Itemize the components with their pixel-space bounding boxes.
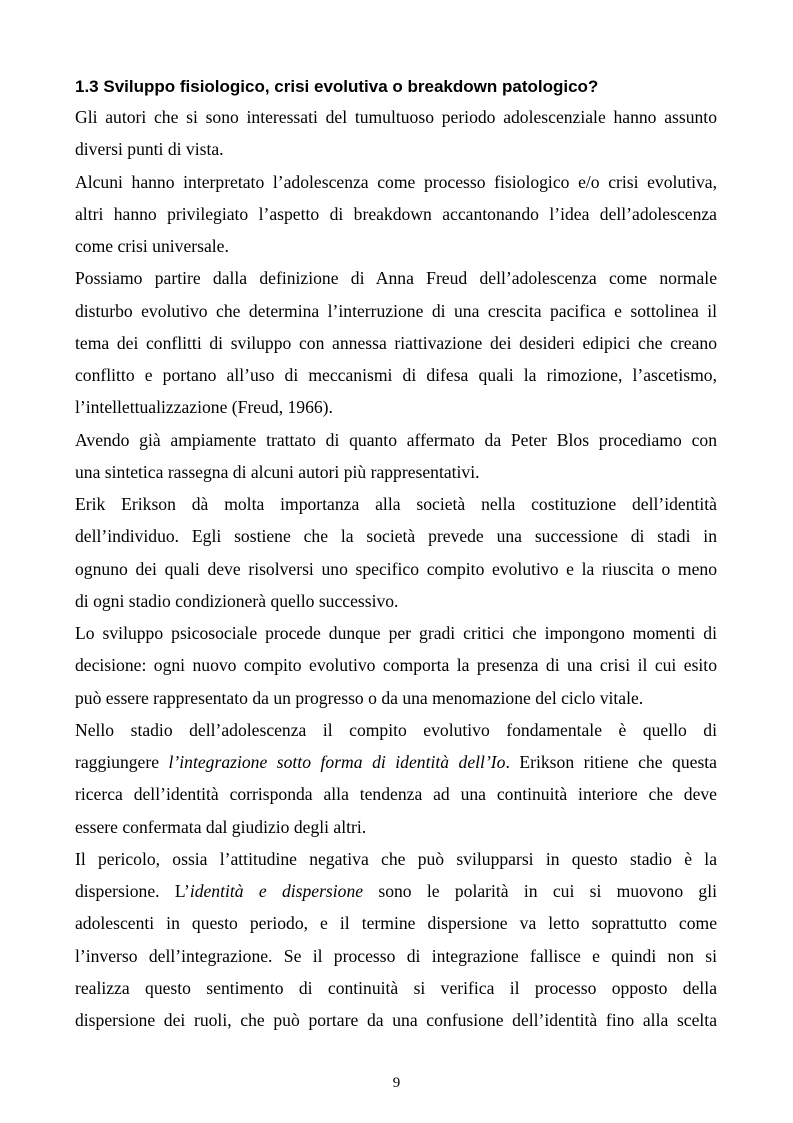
text-line: può essere rappresentato da un progresso o da una menomazione del ciclo vitale. (75, 687, 644, 708)
text-line: dispersione dei ruoli, che può portare da una confusione dell’identità fino alla scelta (75, 1010, 717, 1030)
section-heading: 1.3 Sviluppo fisiologico, crisi evolutiva o breakdown patologico? (75, 77, 599, 96)
text-line: Alcuni hanno interpretato l’adolescenza come processo fisiologico e/o crisi evolutiva, (75, 171, 717, 192)
text-run: . Erikson ritiene che questa (505, 752, 717, 772)
text-line: diversi punti di vista. (75, 139, 224, 160)
text-line: adolescenti in questo periodo, e il termine dispersione va letto soprattutto come (75, 913, 717, 934)
text-line: realizza questo sentimento di continuità si verifica il processo opposto della (75, 977, 717, 998)
text-line: decisione: ogni nuovo compito evolutivo comporta la presenza di una crisi il cui esito (75, 655, 717, 676)
text-line: l’inverso dell’integrazione. Se il processo di integrazione fallisce e quindi non si (75, 945, 717, 966)
text-line (75, 751, 717, 783)
text-line: l’intellettualizzazione (Freud, 1966). (75, 397, 333, 418)
text-line: Nello stadio dell’adolescenza il compito evolutivo fondamentale è quello di (75, 719, 717, 740)
page-number: 9 (392, 1075, 401, 1091)
text-line: ricerca dell’identità corrisponda alla tendenza ad una continuità interiore che deve (75, 784, 717, 805)
text-run: raggiungere (75, 752, 169, 772)
text-line: dell’individuo. Egli sostiene che la società prevede una successione di stadi in (75, 526, 717, 547)
text-line: Lo sviluppo psicosociale procede dunque per gradi critici che impongono momenti di (75, 623, 717, 643)
text-run: dispersione. L’ (75, 881, 190, 901)
text-line (75, 880, 717, 912)
text-line: altri hanno privilegiato l’aspetto di breakdown accantonando l’idea dell’adolescenza (75, 203, 717, 224)
text-line: essere confermata dal giudizio degli altri. (75, 816, 367, 837)
italic-phrase: l’integrazione sotto forma di identità dell’Io (168, 752, 506, 772)
text-line: Gli autori che si sono interessati del tumultuoso periodo adolescenziale hanno assunto (75, 107, 717, 127)
text-line: Erik Erikson dà molta importanza alla società nella costituzione dell’identità (75, 494, 717, 514)
text-line: come crisi universale. (75, 236, 229, 256)
text-line: disturbo evolutivo che determina l’interruzione di una crescita pacifica e sottolinea il (75, 300, 717, 321)
text-line: di ogni stadio condizionerà quello successivo. (75, 590, 399, 611)
text-line: tema dei conflitti di sviluppo con annessa riattivazione dei desideri edipici che creano (75, 332, 717, 353)
text-line: Possiamo partire dalla definizione di Anna Freud dell’adolescenza come normale (75, 268, 717, 289)
text-line: ognuno dei quali deve risolversi uno specifico compito evolutivo e la riuscita o meno (75, 558, 717, 579)
text-line: Avendo già ampiamente trattato di quanto affermato da Peter Blos procediamo con (75, 429, 717, 450)
italic-phrase: identità e dispersione (189, 881, 364, 901)
text-line: conflitto e portano all’uso di meccanismi di difesa quali la rimozione, l’ascetismo, (75, 365, 717, 385)
text-line: Il pericolo, ossia l’attitudine negativa che può svilupparsi in questo stadio è la (75, 848, 717, 869)
text-line: una sintetica rassegna di alcuni autori più rappresentativi. (75, 461, 480, 482)
body-text (75, 106, 717, 1041)
text-run: sono le polarità in cui si muovono gli (363, 881, 717, 901)
